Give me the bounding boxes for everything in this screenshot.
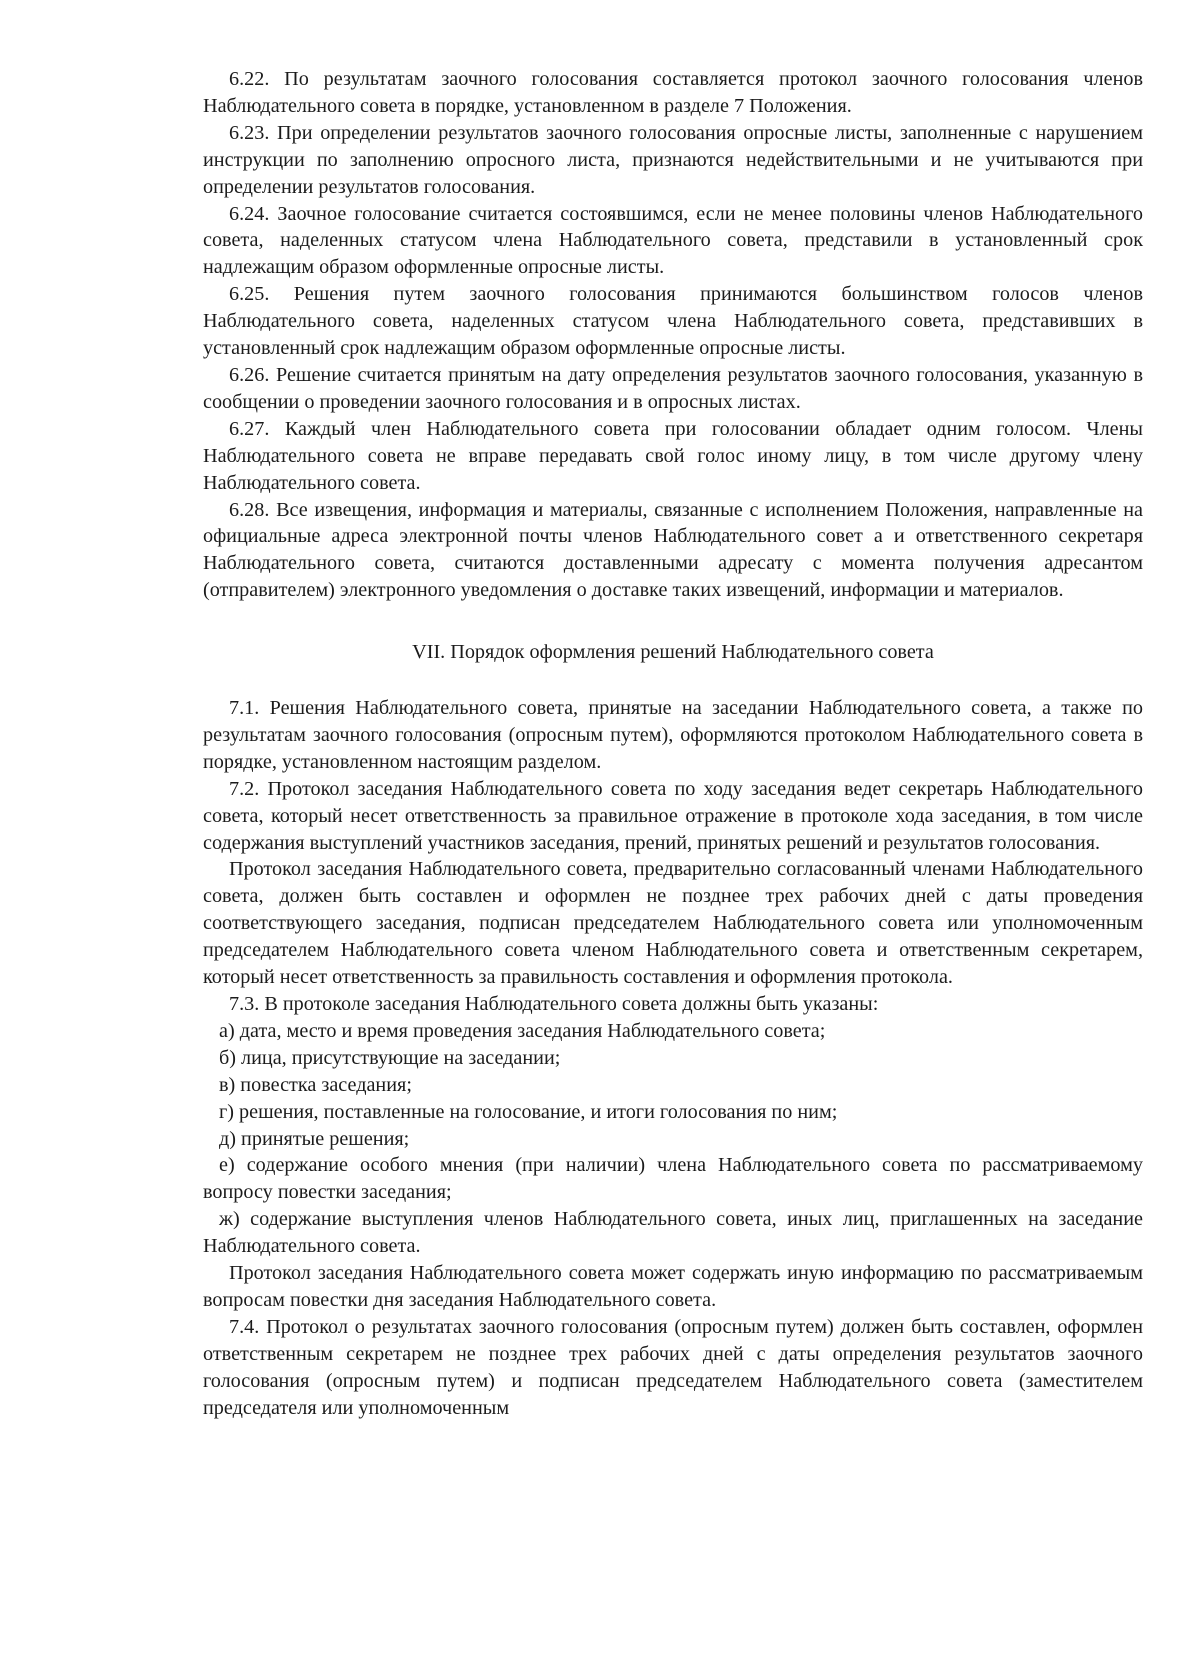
paragraph-7-1: 7.1. Решения Наблюдательного совета, принятые на заседании Наблюдательного совета, а также по результатам заочного голосования (опросным путем), оформляются протоколом Наблюдательного совета в порядке, установленном настоящим разделом. xyxy=(203,697,1143,773)
list-item-b: б) лица, присутствующие на заседании; xyxy=(219,1046,561,1069)
paragraph-6-26: 6.26. Решение считается принятым на дату определения результатов заочного голосования, указанную в сообщении о проведении заочного голосования и в опросных листах. xyxy=(203,363,1143,413)
list-item-g: г) решения, поставленные на голосование, и итоги голосования по ним; xyxy=(219,1100,838,1123)
list-item-a: а) дата, место и время проведения заседания Наблюдательного совета; xyxy=(219,1019,826,1042)
paragraph-6-27: 6.27. Каждый член Наблюдательного совета при голосовании обладает одним голосом. Члены Наблюдательного совета не вправе передавать свой голос иному лицу, в том числе другому члену Наблюдательного совета. xyxy=(203,417,1143,494)
list-item-zh: ж) содержание выступления членов Наблюдательного совета, иных лиц, приглашенных на заседание Наблюдательного совета. xyxy=(203,1208,1143,1258)
paragraph-6-28: 6.28. Все извещения, информация и материалы, связанные с исполнением Положения, направленные на официальные адреса электронной почты членов Наблюдательного совет а и ответственного секретаря Наблюдательного совета, считаются доставленными адресату с момента получения адресантом (отправителем) электронного уведомления о доставке таких извещений, информации и материалов. xyxy=(203,498,1143,602)
paragraph-6-22: 6.22. По результатам заочного голосования составляется протокол заочного голосования членов Наблюдательного совета в порядке, установленном в разделе 7 Положения. xyxy=(203,68,1143,117)
section-7-heading: VII. Порядок оформления решений Наблюдательного совета xyxy=(412,641,934,664)
list-item-d: д) принятые решения; xyxy=(219,1127,410,1150)
paragraph-protocol-extra-info: Протокол заседания Наблюдательного совета может содержать иную информацию по рассматриваемым вопросам повестки дня заседания Наблюдательного совета. xyxy=(203,1262,1143,1311)
paragraph-6-23: 6.23. При определении результатов заочного голосования опросные листы, заполненные с нарушением инструкции по заполнению опросного листа, признаются недействительными и не учитываются при определении результатов голосования. xyxy=(203,121,1143,198)
paragraph-7-3: 7.3. В протоколе заседания Наблюдательного совета должны быть указаны: xyxy=(229,993,879,1015)
paragraph-7-2-protocol: Протокол заседания Наблюдательного совета, предварительно согласованный членами Наблюдательного совета, должен быть составлен и оформлен не позднее трех рабочих дней с даты проведения соответствующего заседания, подписан председателем Наблюдательного совета или уполномоченным председателем Наблюдательного совета членом Наблюдательного совета и ответственным секретарем, который несет ответственность за правильность составления и оформления протокола. xyxy=(203,858,1143,989)
paragraph-7-4: 7.4. Протокол о результатах заочного голосования (опросным путем) должен быть составлен, оформлен ответственным секретарем не позднее трех рабочих дней с даты определения результатов заочного голосования (опросным путем) и подписан председателем Наблюдательного совета (заместителем председателя или уполномоченным xyxy=(203,1315,1143,1419)
document-page xyxy=(203,66,1143,1422)
list-item-v: в) повестка заседания; xyxy=(219,1073,412,1096)
list-item-e: е) содержание особого мнения (при наличии) члена Наблюдательного совета по рассматриваемому вопросу повестки заседания; xyxy=(203,1154,1143,1204)
paragraph-6-25: 6.25. Решения путем заочного голосования принимаются большинством голосов членов Наблюдательного совета, наделенных статусом члена Наблюдательного совета, представивших в установленный срок надлежащим образом оформленные опросные листы. xyxy=(203,283,1143,360)
paragraph-6-24: 6.24. Заочное голосование считается состоявшимся, если не менее половины членов Наблюдательного совета, наделенных статусом члена Наблюдательного совета, представили в установленный срок надлежащим образом оформленные опросные листы. xyxy=(203,202,1143,279)
paragraph-7-2: 7.2. Протокол заседания Наблюдательного совета по ходу заседания ведет секретарь Наблюдательного совета, который несет ответственность за правильное отражение в протоколе хода заседания, в том числе содержания выступлений участников заседания, прений, принятых решений и результатов голосования. xyxy=(203,777,1143,854)
